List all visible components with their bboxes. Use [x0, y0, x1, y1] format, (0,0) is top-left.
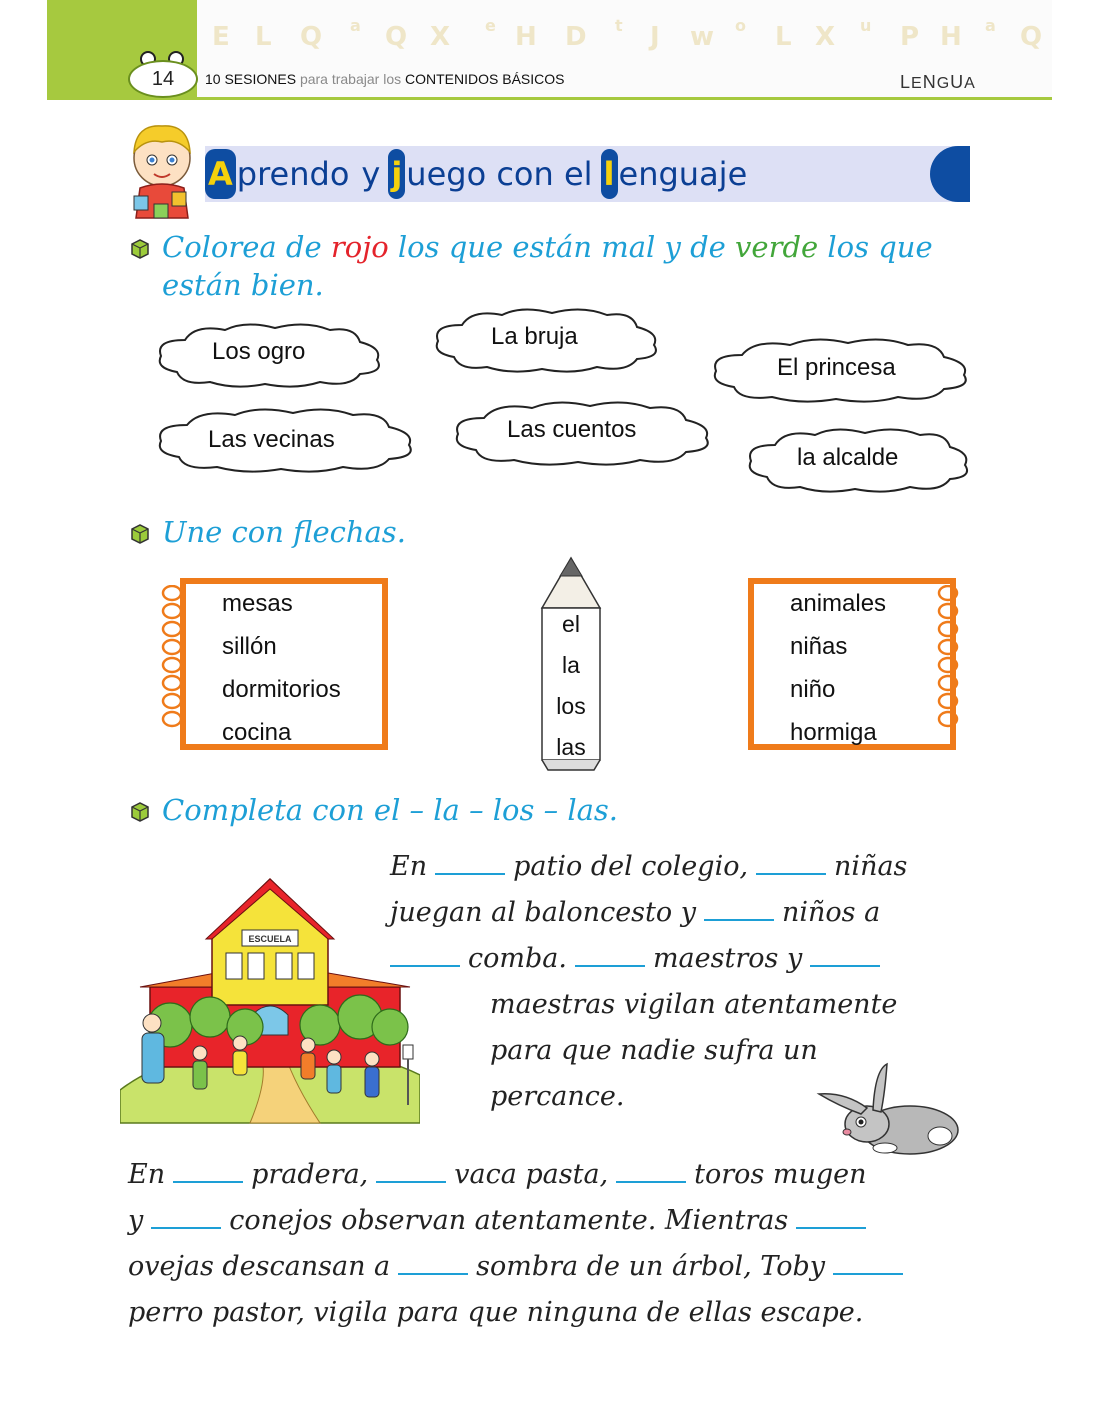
decorative-letter-icon: E	[212, 22, 230, 52]
paragraph2-line: y conejos observan atentamente. Mientras	[128, 1198, 874, 1244]
title-capital: l	[601, 149, 618, 199]
exercise3-instruction: Completa con el – la – los – las.	[162, 793, 618, 827]
paragraph1-line: comba. maestros y	[390, 936, 888, 982]
cloud-word-box[interactable]	[432, 305, 662, 375]
decorative-letter-icon: D	[565, 22, 587, 52]
fill-blank[interactable]	[435, 847, 505, 875]
exercise2-instruction: Une con flechas.	[162, 515, 406, 549]
decorative-letter-icon: P	[900, 22, 920, 52]
right-word[interactable]: hormiga	[790, 719, 877, 746]
spiral-binding-icon	[936, 585, 960, 735]
spiral-binding-icon	[160, 585, 184, 735]
paragraph1-line: En patio del colegio, niñas	[390, 844, 907, 890]
fill-blank[interactable]	[616, 1155, 686, 1183]
header-subject: LENGUA	[900, 72, 976, 92]
decorative-letter-icon: a	[350, 16, 361, 35]
fill-blank[interactable]	[376, 1155, 446, 1183]
fill-blank[interactable]	[756, 847, 826, 875]
left-word[interactable]: sillón	[222, 633, 277, 660]
fill-blank[interactable]	[398, 1247, 468, 1275]
cloud-label: Los ogro	[212, 338, 306, 365]
decorative-letter-icon: L	[775, 22, 792, 52]
decorative-letter-icon: L	[255, 22, 272, 52]
fill-blank[interactable]	[704, 893, 774, 921]
cloud-label: El princesa	[777, 354, 896, 381]
decorative-letter-icon: a	[985, 16, 996, 35]
right-word[interactable]: niñas	[790, 633, 848, 660]
decorative-letter-icon: H	[515, 22, 537, 52]
paragraph1-line: para que nadie sufra un	[490, 1035, 818, 1066]
decorative-letter-icon: X	[430, 22, 451, 52]
right-word[interactable]: niño	[790, 676, 836, 703]
article-word[interactable]: la	[562, 652, 580, 678]
cube-bullet-icon	[128, 521, 152, 545]
left-word[interactable]: mesas	[222, 590, 293, 617]
cloud-word-box[interactable]	[155, 320, 385, 390]
cloud-label: Las cuentos	[507, 416, 637, 443]
rabbit-icon	[815, 1062, 965, 1157]
cube-bullet-icon	[128, 236, 152, 260]
fill-blank[interactable]	[796, 1201, 866, 1229]
paragraph2-line: perro pastor, vigila para que ninguna de ellas escape.	[128, 1297, 864, 1328]
cube-bullet-icon	[128, 799, 152, 823]
fill-blank[interactable]	[810, 939, 880, 967]
fill-blank[interactable]	[151, 1201, 221, 1229]
decorative-letter-icon: t	[615, 16, 623, 35]
page-number: 14	[128, 60, 198, 98]
cloud-label: Las vecinas	[208, 426, 335, 453]
title-capital: A	[205, 149, 236, 199]
paragraph1-line: juegan al baloncesto y niños a	[390, 890, 880, 936]
decorative-letter-icon: X	[815, 22, 836, 52]
article-list	[541, 604, 601, 768]
decorative-letter-icon: Q	[1020, 22, 1043, 52]
paragraph1-line: maestras vigilan atentamente	[490, 989, 898, 1020]
paragraph2-line: En pradera, vaca pasta, toros mugen	[128, 1152, 867, 1198]
fill-blank[interactable]	[833, 1247, 903, 1275]
paragraph1-line: percance.	[490, 1081, 625, 1112]
decorative-letter-icon: Q	[385, 22, 408, 52]
fill-blank[interactable]	[173, 1155, 243, 1183]
left-word[interactable]: cocina	[222, 719, 292, 746]
title-capital: j	[388, 149, 405, 199]
cloud-label: La bruja	[491, 323, 578, 350]
cloud-word-box[interactable]	[155, 405, 417, 475]
fill-blank[interactable]	[390, 939, 460, 967]
left-word-list	[222, 582, 341, 754]
article-word[interactable]: los	[556, 693, 586, 719]
decorative-letter-icon: H	[940, 22, 962, 52]
right-word[interactable]: animales	[790, 590, 887, 617]
decorative-letter-icon: e	[485, 16, 496, 35]
decorative-letter-icon: o	[735, 16, 746, 35]
cloud-label: la alcalde	[797, 444, 899, 471]
boy-mascot-icon	[122, 118, 202, 224]
page-title: A prendo y j uego con el l enguaje	[205, 146, 747, 202]
cloud-word-box[interactable]	[745, 425, 973, 495]
right-word-list	[790, 582, 886, 754]
header-title: 10 SESIONES para trabajar los CONTENIDOS BÁSICOS	[205, 71, 565, 87]
decorative-letter-icon: J	[650, 22, 660, 52]
decorative-letter-icon: u	[860, 16, 872, 35]
decorative-letter-icon: Q	[300, 22, 323, 52]
school-illustration	[120, 875, 420, 1125]
article-word[interactable]: el	[562, 611, 580, 637]
exercise1-instruction: Colorea de rojo los que están mal y de verde los que están bien.	[162, 230, 933, 302]
article-word[interactable]: las	[556, 734, 586, 760]
school-sign-label: ESCUELA	[248, 934, 292, 944]
cloud-word-box[interactable]	[710, 335, 972, 405]
header-rule	[47, 97, 1052, 100]
cloud-word-box[interactable]	[452, 398, 714, 468]
fill-blank[interactable]	[575, 939, 645, 967]
paragraph2-line: ovejas descansan a sombra de un árbol, Toby	[128, 1244, 911, 1290]
left-word[interactable]: dormitorios	[222, 676, 341, 703]
decorative-letter-icon: w	[690, 22, 715, 52]
